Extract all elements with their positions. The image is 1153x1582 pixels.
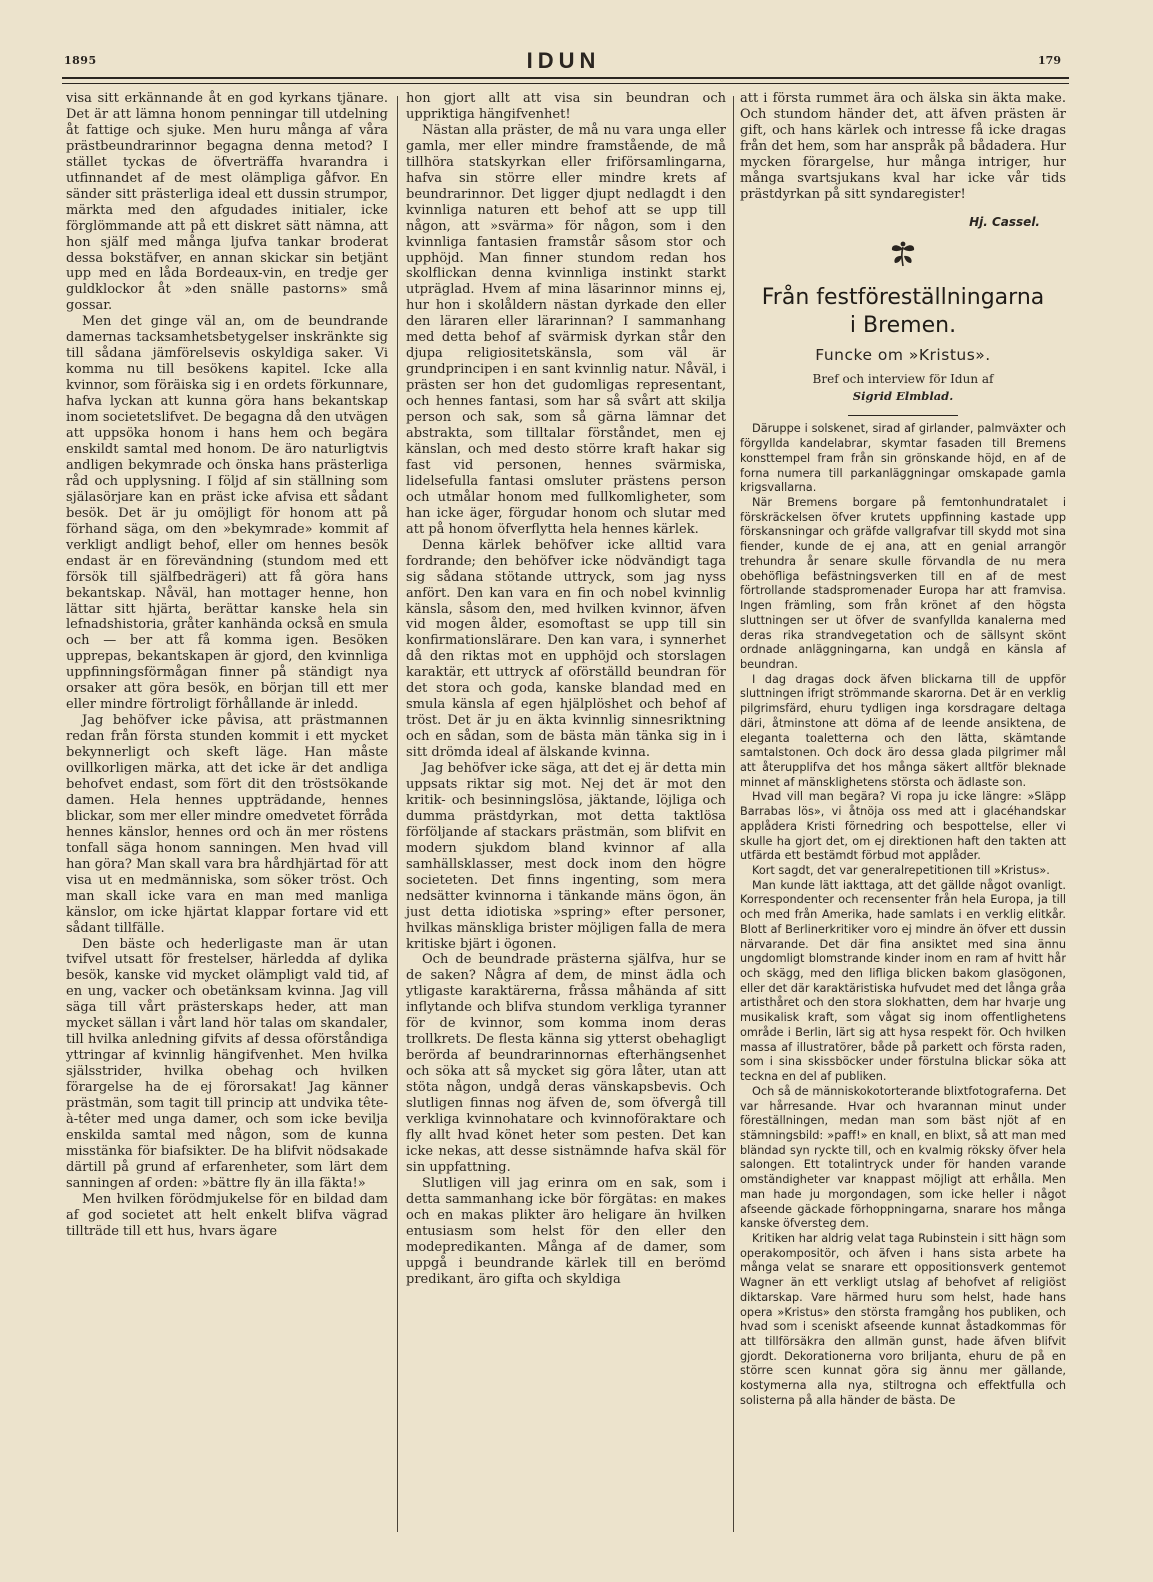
col1-paragraph: visa sitt erkännande åt en god kyrkans tjänare. Det är att lämna honom penningar till utdelning åt fattige och sjuke. Men huru många af våra prästbeundrarinnor begagna denna metod? I stället tyckas de öfverträffa hvarandra i utfinnandet af de mest olämpliga gåfvor. En sänder sitt prästerliga ideal ett dussin strumpor, märkta med den afgudades initialer, icke förglömmande att på ett diskret sätt nämna, att hon själf med många ljufva tankar broderat dessa bokstäfver, en annan skickar sin betjänt upp med en låda Bordeaux-vin, en tredje ger guldklockor åt »den snälle pastorns» små gossar. — [66, 91, 388, 314]
header-rule-thick — [62, 77, 1069, 79]
article-byline: Bref och interview för Idun af — [812, 371, 994, 386]
col2-paragraph: Nästan alla präster, de må nu vara unga eller gamla, mer eller mindre framstående, de må tillhöra statskyrkan eller friförsamlingarna, hafva sin större eller mindre krets af beundrarinnor. Det ligger djupt nedlagdt i den kvinnliga naturen ett behof att se upp till någon, att »svärma» för någon, som i den kvinnliga fantasien framstår såsom stor och upphöjd. Man finner stundom redan hos skolflickan denna kvinnliga instinkt starkt utpräglad. Hvem af mina läsarinnor minns ej, hur hon i skolåldern nästan dyrkade den eller den läraren eller lärarinnan? I sammanhang med detta behof af svärmisk dyrkan står den djupa religiositetskänsla, som väl är grundprincipen i en sant kvinnlig natur. Nåväl, i prästen ser hon det gudomligas representant, och hennes fantasi, som har så svårt att skilja person och sak, som så gärna lämnar det abstrakta, som tilltalar förståndet, men ej känslan, och med desto större kraft hakar sig fast vid personen, hennes svärmiska, lidelsefulla fantasi omsluter prästens person och utmålar honom med fullkomligheter, som han icke äger, förgudar honom och slutar med att på honom öfverflytta hela hennes kärlek. — [406, 122, 726, 537]
col2-paragraph: Och de beundrade prästerna själfva, hur se de saken? Några af dem, de minst ädla och ytligaste karaktärerna, fråssa måhända af sitt inflytande och blifva stundom verkliga tyranner för de kvinnor, som komma inom deras trollkrets. De flesta känna sig ytterst obehagligt berörda af beundrarinnornas efterhängsenhet och söka att så mycket sig göra låter, utan att stöta någon, undgå deras vänskapsbevis. Och slutligen finnas nog äfven de, som öfvergå till verkliga kvinnohatare och kvinnoföraktare och fly allt hvad könet heter som pesten. Det kan icke nekas, att desse sistnämnde hafva skäl för sin uppfattning. — [406, 952, 726, 1175]
article-body — [740, 422, 1066, 1408]
article-paragraph: Däruppe i solskenet, sirad af girlander, palmväxter och förgyllda kandelabrar, skymtar fasaden till Bremens konsttempel fram från sin grönskande höjd, en af de forna numera till parkanläggningar omskapade gamla krigsvallarna. — [740, 422, 1066, 495]
masthead-title: IDUN — [526, 48, 601, 73]
article-title-line-1: Från festföreställningarna — [761, 284, 1045, 310]
col2-paragraph: Slutligen vill jag erinra om en sak, som i detta sammanhang icke bör förgätas: en makes och en makas plikter äro heligare än hvilken entusiasm som helst för den eller den modepredikanten. Många af de damer, som uppgå i beundrande kärlek till en berömd predikant, äro gifta och skyldiga — [406, 1175, 726, 1287]
article-paragraph: I dag dragas dock äfven blickarna till de uppför sluttningen ifrigt strömmande skarorna. Det är en verklig pilgrimsfärd, ehuru tydligen inga korsdragare deltaga däri, åtminstone att döma af de leende ansiktena, de eleganta toaletterna och den lätta, skämtande samtalstonen. Och dock äro dessa glada pilgrimer mål att återupplifva det hos många säkert alltför bleknade minnet af mänsklighetens största och ädlaste son. — [740, 672, 1066, 789]
floral-ornament-icon — [740, 239, 1066, 274]
article-paragraph: När Bremens borgare på femtonhundratalet i förskräckelsen öfver krutets uppfinning kastade upp förskansningar och gräfde vallgrafvar till skydd mot sina fiender, kunde de ej ana, att en genial arrangör trehundra år senare skulle förvandla de nu mera obehöfliga befästningsverken till en af de mest förtrollande stadspromenader Europa har att framvisa. Ingen främling, som från krönet af den högsta sluttningen ser ut öfver de svanfyllda kanalerna med deras rika strandvegetation och de sällsynt skönt ordnade anläggningarna, kan undgå en känsla af beundran. — [740, 496, 1066, 671]
article-paragraph: Man kunde lätt iakttaga, att det gällde något ovanligt. Korrespondenter och recensenter från hela Europa, ja till och med från Amerika, hade samlats i en verklig elitkår. Blott af Berlinerkritiker voro ej mindre än öfver ett dussin närvarande. Det där fina ansiktet med sina ännu ungdomligt blomstrande kinder inom en ram af hvitt hår och skägg, med den lifliga blicken bakom glasögonen, eller det där karaktäristiska hufvudet med det långa gråa artisthåret och den stora slokhatten, dem har hvarje ung musikalisk kraft, som vågat sig inom offentlighetens område i Berlin, lärt sig att hysa respekt för. Och hvilken massa af illustratörer, både på parkett och första raden, som i sina skissböcker under förstulna blickar söka att teckna en del af publiken. — [740, 878, 1066, 1084]
header-rule-thin — [62, 83, 1069, 84]
col1-paragraph: Men hvilken förödmjukelse för en bildad dam af god societet att helt enkelt blifva vägrad tillträde till ett hus, hvars ägare — [66, 1191, 388, 1239]
article-title — [740, 284, 1066, 340]
column-divider-2 — [733, 96, 734, 1532]
column-2 — [406, 91, 726, 1287]
page-number: 179 — [1038, 54, 1061, 67]
page-header — [62, 48, 1065, 78]
col1-paragraph: Jag behöfver icke påvisa, att prästmannen redan från första stunden kommit i ett mycket bekynnerligt och skeft läge. Han måste ovillkorligen märka, att det icke är det andliga behofvet endast, som fört dit den tröstsökande damen. Hela hennes uppträdande, hennes blickar, som mer eller mindre omedvetet förråda hennes känslor, hennes ord och än mer röstens tonfall säga honom sanningen. Men hvad vill han göra? Man skall vara bra hårdhjärtad för att visa ut en medmänniska, som söker tröst. Och man skall icke vara en man med manliga känslor, om icke hjärtat klappar fortare vid ett sådant tillfälle. — [66, 713, 388, 936]
article-paragraph: Kritiken har aldrig velat taga Rubinstein i sitt hägn som operakompositör, och äfven i hans sista arbete ha många velat se snarare ett oppositionsverk gentemot Wagner än ett verkligt utslag af behofvet af religiöst diktarskap. Vare härmed huru som helst, hade hans opera »Kristus» den största framgång hos publiken, och hvad som i sceniskt afseende kunnat åstadkommas för att tillförsäkra den allmän gunst, hade äfven blifvit gjordt. Dekorationerna voro briljanta, ehuru de på en större scen kunnat göra sig ännu mer gällande, kostymerna alla nya, stiltrogna och effektfulla och solisterna på alla händer de bästa. De — [740, 1231, 1066, 1407]
article-paragraph: Och så de människokotorterande blixtfotograferna. Det var hårresande. Hvar och hvarannan minut under föreställningen, medan man som bäst njöt af en stämningsbild: »paff!» en knall, en blixt, så att man med bländad syn ryckte till, och en kvalmig röksky öfver hela salongen. Ett totalintryck under för handen varande omständigheter var knappast möjligt att erhålla. Men man hade ju morgondagen, som icke heller i något afseende gäckade förhoppningarna, snarare hos många kanske öfversteg dem. — [740, 1084, 1066, 1231]
article-author: Sigrid Elmblad. — [852, 389, 954, 404]
article-subtitle: Funcke om »Kristus». — [815, 345, 991, 364]
column-1 — [66, 91, 388, 1240]
col3-intro: att i första rummet ära och älska sin äkta make. Och stundom händer det, att äfven prästen är gift, och hans kärlek och intresse få icke dragas från det hem, som har anspråk på bådadera. Hur mycken förargelse, hur många intriger, hur många svartsjukans kval har icke vår tids prästdyrkan på sitt syndaregister! — [740, 91, 1066, 202]
header-year: 1895 — [64, 54, 97, 67]
byline-rule — [848, 415, 958, 416]
col2-paragraph: Jag behöfver icke säga, att det ej är detta min uppsats riktar sig mot. Nej det är mot den kritik- och besinningslösa, jäktande, löjliga och dumma prästdyrkan, mot detta taktlösa förföljande af stackars prästmän, som blifvit en modern sjukdom bland kvinnor af alla samhällsklasser, mest dock inom den högre societeten. Det finns ingenting, som mera nedsätter kvinnorna i tänkande mäns ögon, än just detta idiotiska »spring» efter personer, hvilkas mänskliga brister möjligen falla de mera kritiske bjärt i ögonen. — [406, 761, 726, 952]
column-divider-1 — [397, 96, 398, 1532]
article-paragraph: Kort sagdt, det var generalrepetitionen till »Kristus». — [752, 864, 1050, 877]
col2-paragraph: Denna kärlek behöfver icke alltid vara fordrande; den behöfver icke nödvändigt taga sig sådana stötande uttryck, som jag nyss anfört. Den kan vara en fin och nobel kvinnlig känsla, såsom den, med hvilken kvinnor, äfven vid mogen ålder, esomoftast se upp till sin konfirmationslärare. Den kan vara, i synnerhet då den riktas mot en upphöjd och storslagen karaktär, ett uttryck af oförställd beundran för det stora och goda, kanske blandad med en smula känsla af egen hjälplöshet och behof af tröst. Det är ju en äkta kvinnlig sinnesriktning och en sådan, som de bästa män tänka sig in i sitt drömda ideal af älskande kvinna. — [406, 537, 726, 761]
col1-paragraph: Men det ginge väl an, om de beundrande damernas tacksamhetsbetygelser inskränkte sig till sådana jämförelsevis oskyldiga saker. Vi komma nu till besökens kapitel. Icke alla kvinnor, som föräiska sig i en ordets förkunnare, hafva lyckan att kunna göra hans bekantskap inom societetslifvet. De begagna då den utvägen att uppsöka honom i hans hem och begära enskildt samtal med honom. De äro naturligtvis andligen bekymrade och önska hans prästerliga råd och upplysning. I följd af sin ställning som själasörjare kan en präst icke afvisa ett sådant besök. Det är ju omöjligt för honom att på förhand säga, om den »bekymrade» kommit af verkligt andligt behof, eller om hennes besök endast är en förevändning (stundom med ett försök till själfbedrägeri) att få göra hans bekantskap. Nåväl, han mottager henne, hon lättar sitt hjärta, berättar kanske hela sin lefnadshistoria, gråter kanhända också en smula och — ber att få komma igen. Besöken upprepas, bekantskapen är gjord, den kvinnliga uppfinningsförmågan finner på ständigt nya orsaker att göra besök, en början till ett mer eller mindre förtroligt förhållande är inledd. — [66, 314, 388, 713]
col2-paragraph: hon gjort allt att visa sin beundran och uppriktiga hängifvenhet! — [406, 91, 726, 122]
author-signature: Hj. Cassel. — [969, 214, 1040, 229]
article-paragraph: Hvad vill man begära? Vi ropa ju icke längre: »Släpp Barrabas lös», vi åtnöja oss med att i glacéhandskar applådera Kristi förnedring och bespottelse, eller vi skulle ha gjort det, om ej direktionen haft den takten att utfärda ett bestämdt förbud mot applåder. — [740, 790, 1066, 863]
article-title-line-2: i Bremen. — [849, 312, 957, 338]
column-3 — [740, 91, 1066, 1409]
col1-paragraph: Den bäste och hederligaste man är utan tvifvel utsatt för frestelser, härledda af dylika besök, kanske vid mycket olämpligt vald tid, af en ung, vacker och obetänksam kvinna. Jag vill säga till vårt prästerskaps heder, att man mycket sällan i vårt land hör talas om skandaler, till hvilka anledning gifvits af dessa oförståndiga yttringar af kvinnlig hängifvenhet. Men hvilka själsstrider, hvilka obehag och hvilken förargelse ha de ej förorsakat! Jag känner prästmän, som tagit till princip att undvika tête-à-têter med unga damer, och som icke bevilja enskilda samtal med någon, som de kunna misstänka för biafsikter. De ha blifvit nödsakade därtill på grund af erfarenheter, som lärt dem sanningen af orden: »bättre fly än illa fäkta!» — [66, 936, 388, 1191]
